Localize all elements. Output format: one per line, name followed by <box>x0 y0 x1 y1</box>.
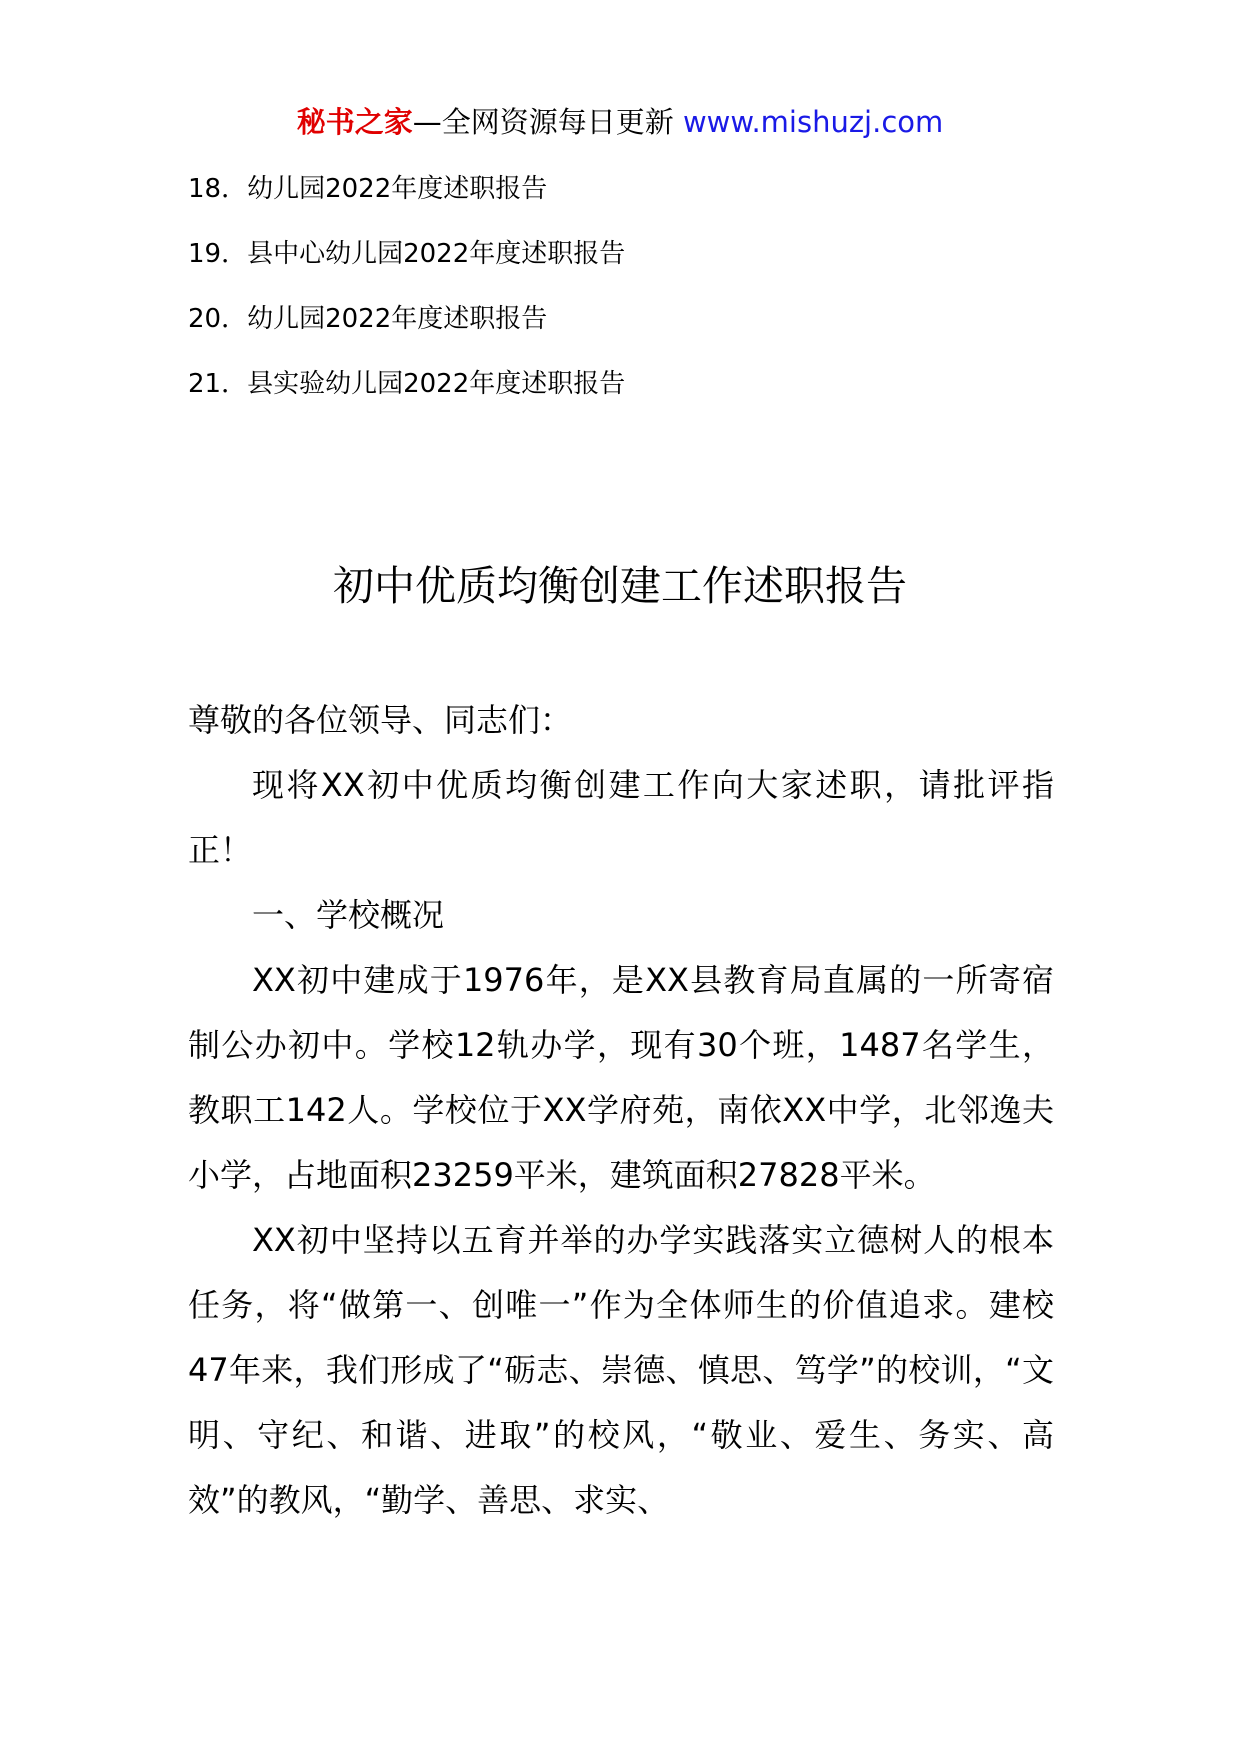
site-header <box>0 100 1240 144</box>
related-reports-list <box>188 170 625 430</box>
site-url-link[interactable]: www.mishuzj.com <box>682 105 944 139</box>
body-paragraph: 现将XX初中优质均衡创建工作向大家述职，请批评指正！ <box>188 766 1054 869</box>
list-item[interactable]: 19．县中心幼儿园2022年度述职报告 <box>188 239 626 269</box>
document-title: 初中优质均衡创建工作述职报告 <box>333 562 907 610</box>
brand-name: 秘书之家 <box>296 105 413 139</box>
body-paragraph: XX初中坚持以五育并举的办学实践落实立德树人的根本任务，将“做第一、创唯一”作为全体师生的价值追求。建校47年来，我们形成了“砺志、崇德、慎思、笃学”的校训，“文明、守纪、和谐、进取”的校风，“敬业、爱生、务实、高效”的教风，“勤学、善思、求实、 <box>188 1221 1054 1519</box>
header-tagline: —全网资源每日更新 <box>412 105 683 139</box>
salutation: 尊敬的各位领导、同志们： <box>188 701 573 739</box>
list-item[interactable]: 18．幼儿园2022年度述职报告 <box>188 174 548 204</box>
body-paragraph: XX初中建成于1976年，是XX县教育局直属的一所寄宿制公办初中。学校12轨办学，现有30个班，1487名学生，教职工142人。学校位于XX学府苑，南依XX中学，北邻逸夫小学，占地面积23259平米，建筑面积27828平米。 <box>188 961 1054 1194</box>
document-body <box>188 688 1054 1533</box>
section-heading: 一、学校概况 <box>252 896 445 934</box>
list-item[interactable]: 21．县实验幼儿园2022年度述职报告 <box>188 369 626 399</box>
list-item[interactable]: 20．幼儿园2022年度述职报告 <box>188 304 548 334</box>
